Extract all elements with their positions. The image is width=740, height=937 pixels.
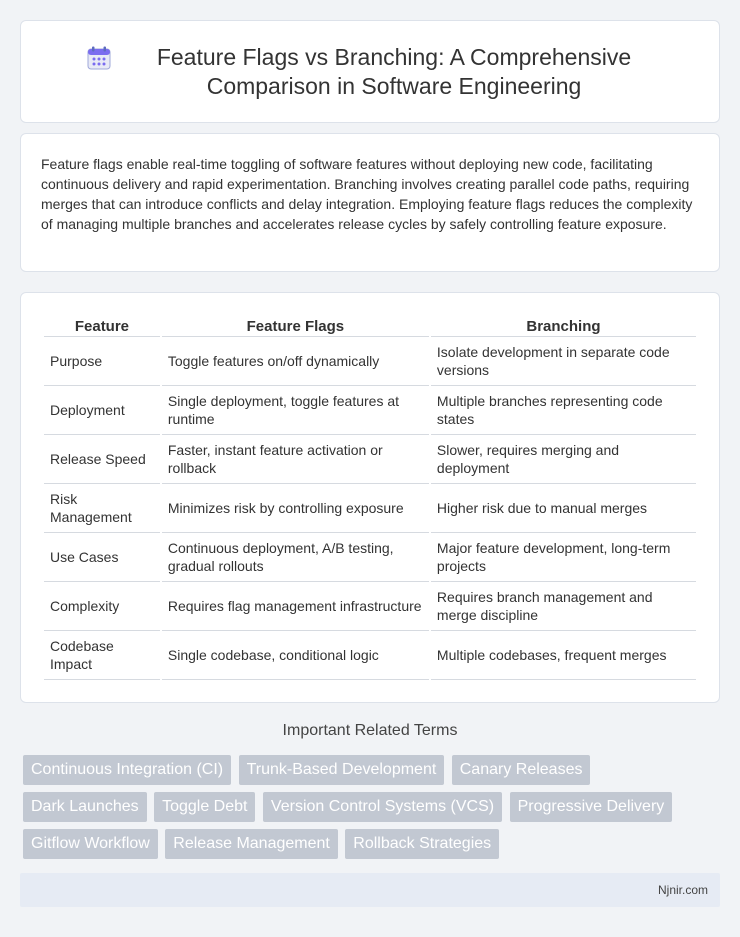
branching-cell: Higher risk due to manual merges [431,484,696,533]
footer [20,873,720,907]
header-feature-flags: Feature Flags [162,311,429,337]
branching-cell: Isolate development in separate code versions [431,337,696,386]
feature-flags-cell: Toggle features on/off dynamically [162,337,429,386]
tag-version-control-systems[interactable]: Version Control Systems (VCS) [263,792,502,822]
tag-trunk-based-development[interactable]: Trunk-Based Development [239,755,445,785]
header-branching: Branching [431,311,696,337]
branching-cell: Major feature development, long-term projects [431,533,696,582]
header-feature: Feature [44,311,160,337]
table-row [44,582,696,631]
table-row [44,484,696,533]
feature-flags-cell: Requires flag management infrastructure [162,582,429,631]
calendar-icon [86,45,112,71]
table-header-row [44,311,696,337]
tag-canary-releases[interactable]: Canary Releases [452,755,591,785]
row-label: Risk Management [44,484,160,533]
branching-cell: Requires branch management and merge discipline [431,582,696,631]
row-label: Codebase Impact [44,631,160,680]
tag-rollback-strategies[interactable]: Rollback Strategies [345,829,499,859]
row-label: Release Speed [44,435,160,484]
row-label: Complexity [44,582,160,631]
branching-cell: Slower, requires merging and deployment [431,435,696,484]
table-row [44,386,696,435]
feature-flags-cell: Continuous deployment, A/B testing, gradual rollouts [162,533,429,582]
feature-flags-cell: Single codebase, conditional logic [162,631,429,680]
tag-dark-launches[interactable]: Dark Launches [23,792,147,822]
tag-gitflow-workflow[interactable]: Gitflow Workflow [23,829,158,859]
tag-continuous-integration[interactable]: Continuous Integration (CI) [23,755,231,785]
related-terms-list [23,755,723,866]
related-terms-heading: Important Related Terms [282,722,458,739]
table-row [44,337,696,386]
row-label: Purpose [44,337,160,386]
table-row [44,533,696,582]
feature-flags-cell: Faster, instant feature activation or rollback [162,435,429,484]
table-row [44,435,696,484]
row-label: Use Cases [44,533,160,582]
row-label: Deployment [44,386,160,435]
feature-flags-cell: Minimizes risk by controlling exposure [162,484,429,533]
footer-brand[interactable]: Njnir.com [657,883,708,897]
comparison-card [20,292,720,703]
table-row [44,631,696,680]
page-title: Feature Flags vs Branching: A Comprehensive Comparison in Software Engineering [156,43,632,99]
intro-paragraph: Feature flags enable real-time toggling of software features without deploying new code, facilitating continuous delivery and rapid experimentation. Branching involves creating parallel code paths, requiring merges that can introduce conflicts and delay integration. Employing feature flags reduces the complexity of managing multiple branches and accelerates release cycles by safely controlling feature exposure. [41,156,693,232]
title-card [20,20,720,123]
feature-flags-cell: Single deployment, toggle features at runtime [162,386,429,435]
comparison-table [42,311,698,680]
intro-card [20,133,720,272]
tag-toggle-debt[interactable]: Toggle Debt [154,792,255,822]
branching-cell: Multiple branches representing code states [431,386,696,435]
tag-progressive-delivery[interactable]: Progressive Delivery [510,792,673,822]
tag-release-management[interactable]: Release Management [165,829,338,859]
branching-cell: Multiple codebases, frequent merges [431,631,696,680]
